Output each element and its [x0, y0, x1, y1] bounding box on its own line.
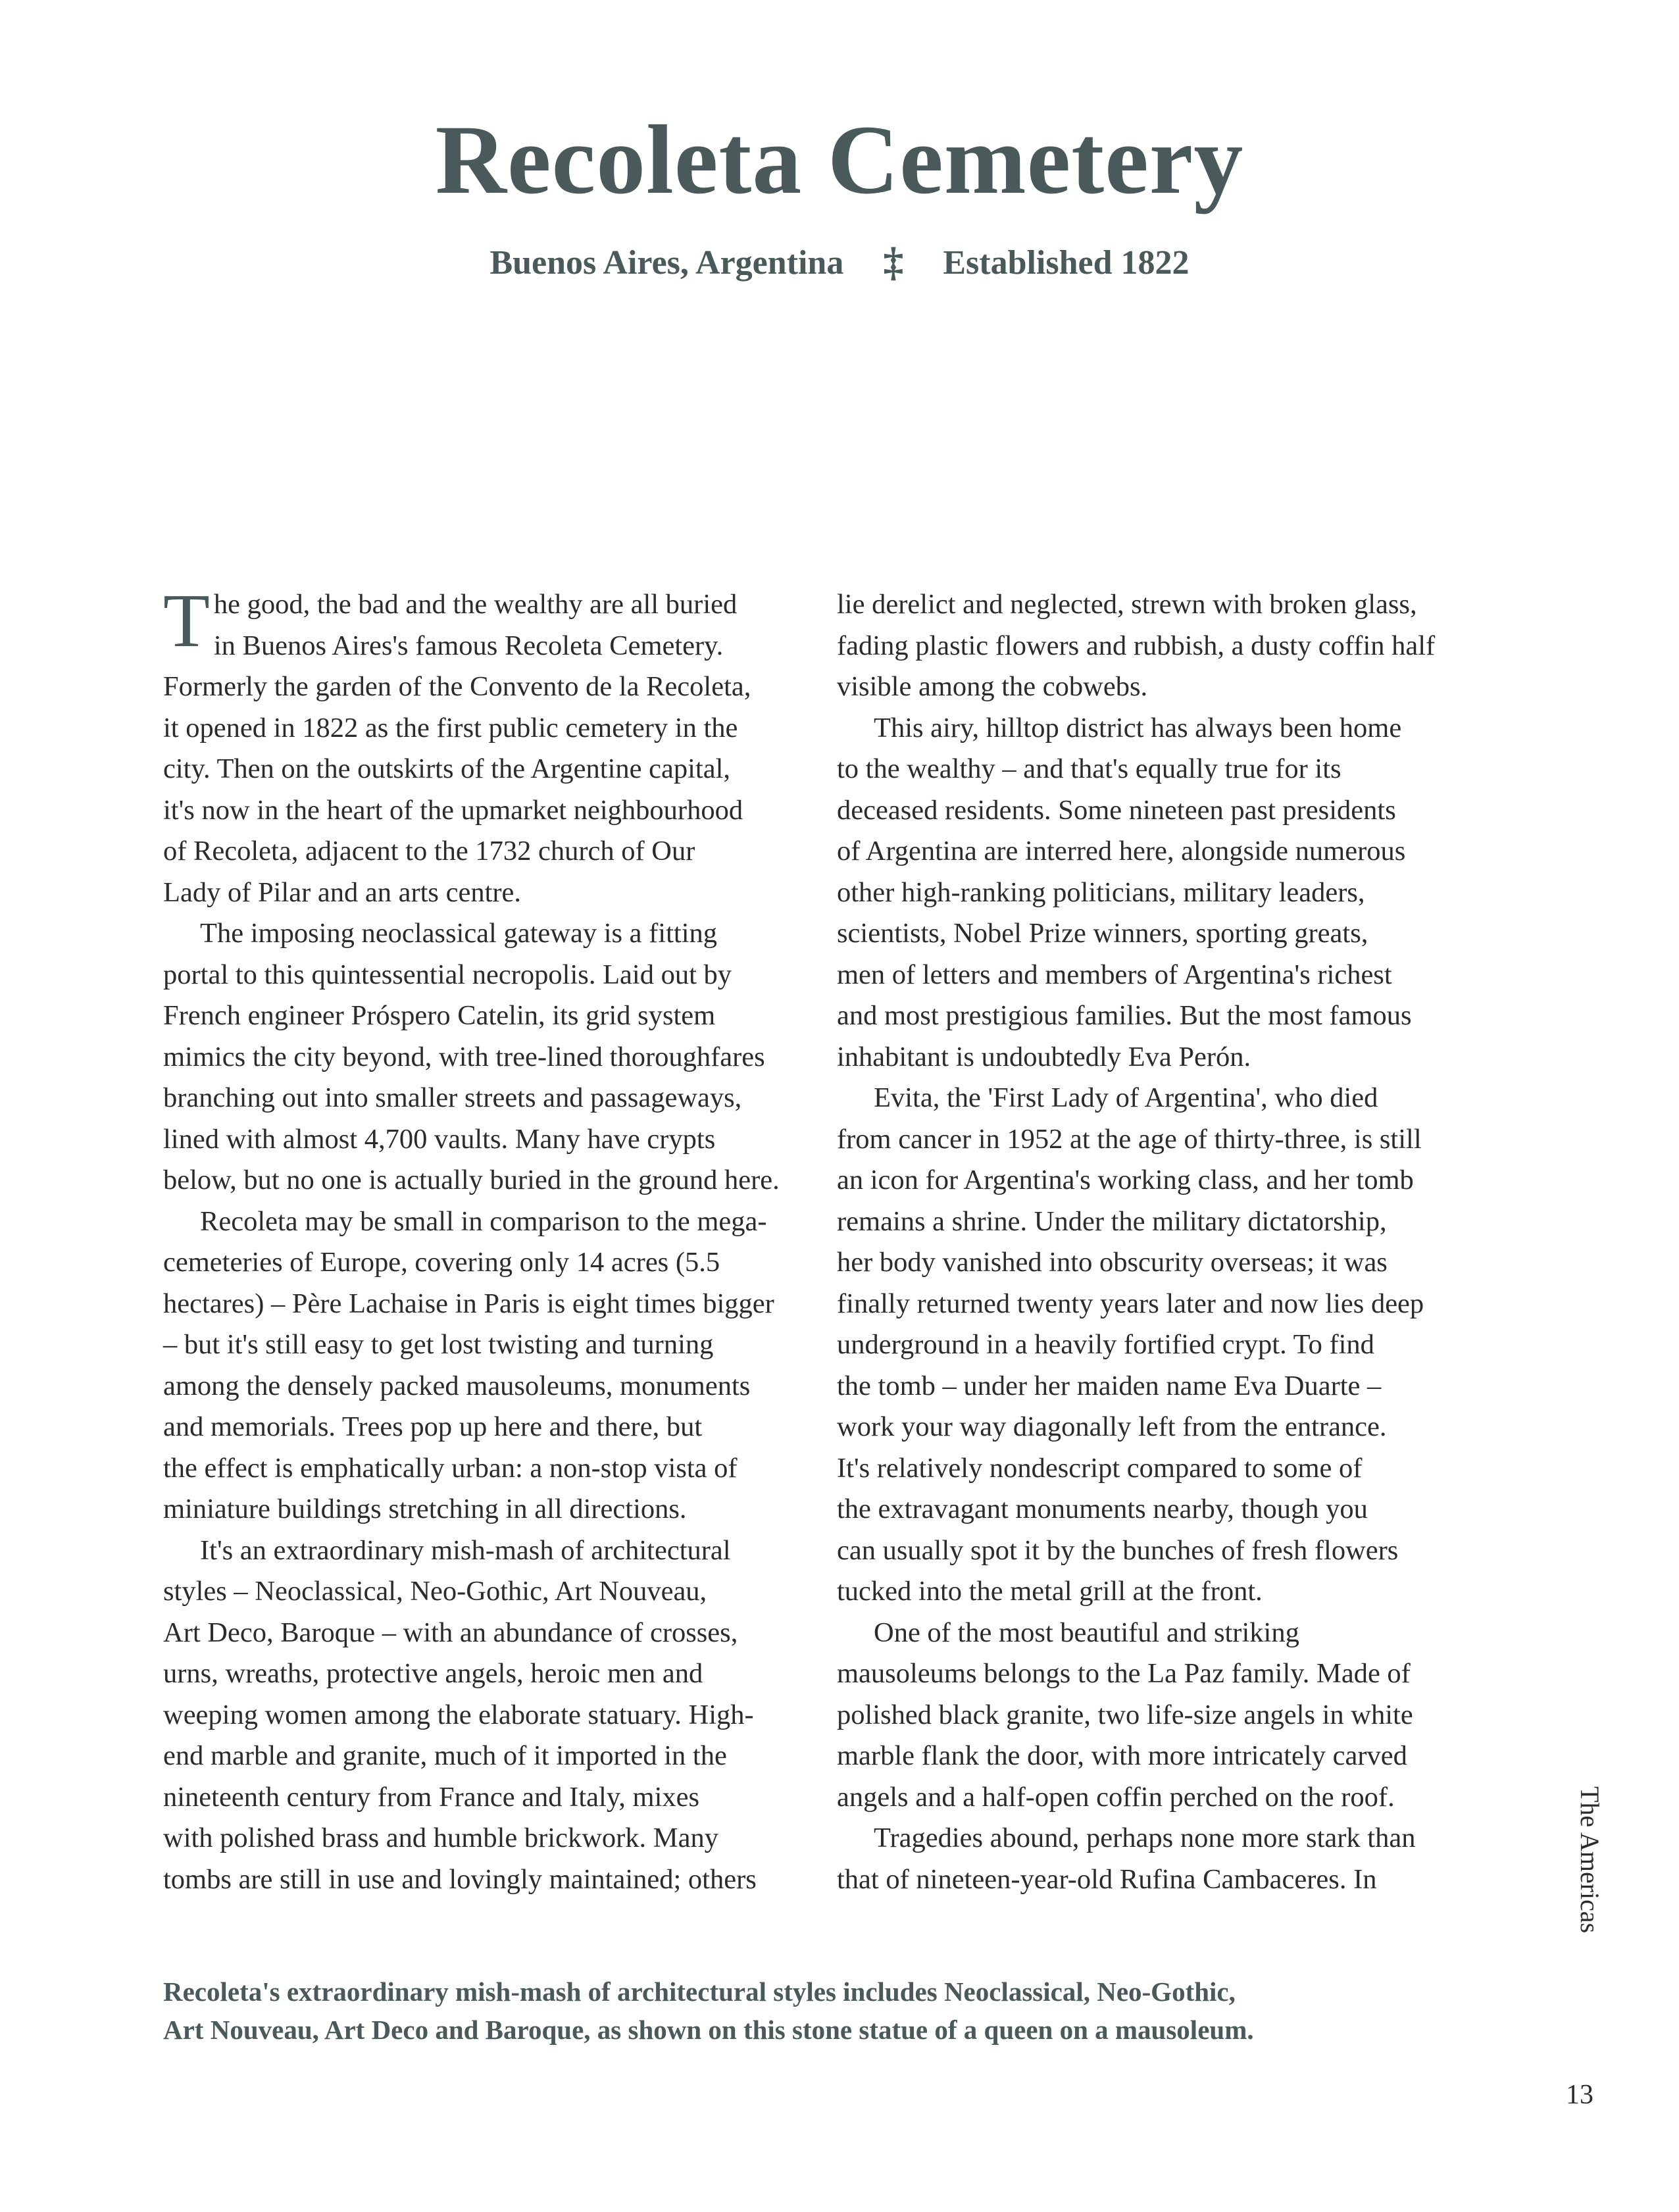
photo-caption: [163, 1973, 1479, 2049]
text-line: cemeteries of Europe, covering only 14 acres (5.5: [163, 1247, 720, 1278]
paragraph: [837, 1818, 1482, 1900]
text-line: French engineer Próspero Catelin, its grid system: [163, 1000, 716, 1031]
text-line: polished black granite, two life-size angels in white: [837, 1699, 1413, 1730]
location-text: Buenos Aires, Argentina: [489, 243, 844, 282]
text-line: end marble and granite, much of it imported in the: [163, 1740, 727, 1771]
text-line: finally returned twenty years later and now lies deep: [837, 1288, 1424, 1319]
text-line: Formerly the garden of the Convento de la Recoleta,: [163, 671, 751, 702]
text-line: among the densely packed mausoleums, monuments: [163, 1370, 751, 1401]
text-line: and memorials. Trees pop up here and there, but: [163, 1411, 703, 1442]
text-line: it's now in the heart of the upmarket neighbourhood: [163, 794, 743, 826]
text-line: scientists, Nobel Prize winners, sporting greats,: [837, 918, 1368, 949]
paragraph: [163, 913, 808, 1201]
paragraph: [837, 1613, 1482, 1819]
paragraph: [163, 1201, 808, 1530]
text-line: fading plastic flowers and rubbish, a dusty coffin half: [837, 630, 1436, 661]
text-line: an icon for Argentina's working class, and her tomb: [837, 1165, 1414, 1195]
text-line: visible among the cobwebs.: [837, 671, 1148, 702]
paragraph: [163, 579, 808, 913]
caption-line: Recoleta's extraordinary mish-mash of architectural styles includes Neoclassical, Neo-Gothic,: [163, 1976, 1236, 2007]
left-column: [163, 579, 808, 1900]
established-text: Established 1822: [943, 243, 1190, 282]
text-line: branching out into smaller streets and passageways,: [163, 1082, 742, 1113]
text-line: from cancer in 1952 at the age of thirty-three, is still: [837, 1123, 1422, 1155]
text-line: to the wealthy – and that's equally true for its: [837, 753, 1341, 784]
text-line: tombs are still in use and lovingly maintained; others: [163, 1863, 757, 1895]
text-line: lined with almost 4,700 vaults. Many have crypts: [163, 1123, 716, 1155]
text-line: The imposing neoclassical gateway is a fitting: [200, 918, 718, 949]
drop-cap: T: [163, 579, 210, 663]
section-label: The Americas: [1575, 1786, 1605, 1934]
text-line: other high-ranking politicians, military leaders,: [837, 876, 1365, 908]
text-line: he good, the bad and the wealthy are all buried: [213, 589, 738, 620]
text-line: that of nineteen-year-old Rufina Cambaceres. In: [837, 1863, 1377, 1895]
text-line: styles – Neoclassical, Neo-Gothic, Art Nouveau,: [163, 1576, 707, 1607]
text-line: mimics the city beyond, with tree-lined thoroughfares: [163, 1041, 765, 1072]
text-line: hectares) – Père Lachaise in Paris is eight times bigger: [163, 1288, 774, 1319]
paragraph: [837, 1078, 1482, 1613]
text-line: men of letters and members of Argentina's richest: [837, 959, 1392, 990]
text-line: miniature buildings stretching in all directions.: [163, 1494, 687, 1524]
text-line: remains a shrine. Under the military dictatorship,: [837, 1205, 1387, 1237]
text-line: her body vanished into obscurity overseas; it was: [837, 1247, 1388, 1278]
text-line: can usually spot it by the bunches of fresh flowers: [837, 1534, 1399, 1566]
paragraph: [163, 1530, 808, 1901]
text-line: of Argentina are interred here, alongside numerous: [837, 836, 1406, 867]
text-line: inhabitant is undoubtedly Eva Perón.: [837, 1041, 1251, 1072]
text-line: in Buenos Aires's famous Recoleta Cemetery.: [213, 630, 724, 661]
text-line: urns, wreaths, protective angels, heroic men and: [163, 1658, 703, 1689]
text-line: tucked into the metal grill at the front.: [837, 1576, 1263, 1607]
text-line: portal to this quintessential necropolis. Laid out by: [163, 959, 732, 990]
text-line: lie derelict and neglected, strewn with broken glass,: [837, 589, 1417, 620]
text-line: – but it's still easy to get lost twisting and turning: [163, 1329, 714, 1360]
text-line: Art Deco, Baroque – with an abundance of crosses,: [163, 1617, 738, 1648]
text-line: it opened in 1822 as the first public cemetery in the: [163, 712, 738, 743]
page-title: Recoleta Cemetery: [435, 105, 1244, 214]
text-line: below, but no one is actually buried in the ground here.: [163, 1165, 780, 1195]
text-line: marble flank the door, with more intricately carved: [837, 1740, 1407, 1771]
paragraph: [837, 584, 1482, 708]
text-line: weeping women among the elaborate statuary. High-: [163, 1699, 754, 1730]
text-line: work your way diagonally left from the entrance.: [837, 1411, 1387, 1442]
text-line: One of the most beautiful and striking: [874, 1617, 1299, 1648]
text-line: and most prestigious families. But the most famous: [837, 1000, 1412, 1031]
text-line: Recoleta may be small in comparison to the mega-: [200, 1205, 767, 1237]
text-line: It's relatively nondescript compared to some of: [837, 1452, 1363, 1484]
right-column: [837, 584, 1482, 1900]
text-line: mausoleums belongs to the La Paz family. Made of: [837, 1658, 1411, 1689]
text-line: angels and a half-open coffin perched on the roof.: [837, 1781, 1395, 1813]
text-line: Lady of Pilar and an arts centre.: [163, 876, 522, 908]
text-line: the tomb – under her maiden name Eva Duarte –: [837, 1370, 1382, 1401]
caption-line: Art Nouveau, Art Deco and Baroque, as shown on this stone statue of a queen on a mausoleum.: [163, 2015, 1254, 2045]
double-dagger-icon: ‡: [883, 240, 904, 285]
text-line: Tragedies abound, perhaps none more stark than: [874, 1822, 1416, 1853]
text-line: with polished brass and humble brickwork. Many: [163, 1822, 718, 1853]
text-line: deceased residents. Some nineteen past presidents: [837, 794, 1396, 826]
paragraph: [837, 708, 1482, 1078]
text-line: city. Then on the outskirts of the Argentine capital,: [163, 753, 731, 784]
text-line: of Recoleta, adjacent to the 1732 church of Our: [163, 836, 695, 867]
text-line: the extravagant monuments nearby, though you: [837, 1494, 1368, 1524]
subtitle: [0, 242, 1679, 283]
page-number: 13: [1566, 2080, 1593, 2110]
text-line: Evita, the 'First Lady of Argentina', who died: [874, 1082, 1378, 1113]
text-line: It's an extraordinary mish-mash of architectural: [200, 1534, 731, 1566]
text-line: This airy, hilltop district has always been home: [874, 712, 1402, 743]
text-line: the effect is emphatically urban: a non-stop vista of: [163, 1452, 738, 1484]
text-line: underground in a heavily fortified crypt. To find: [837, 1329, 1374, 1360]
text-line: nineteenth century from France and Italy, mixes: [163, 1781, 700, 1813]
